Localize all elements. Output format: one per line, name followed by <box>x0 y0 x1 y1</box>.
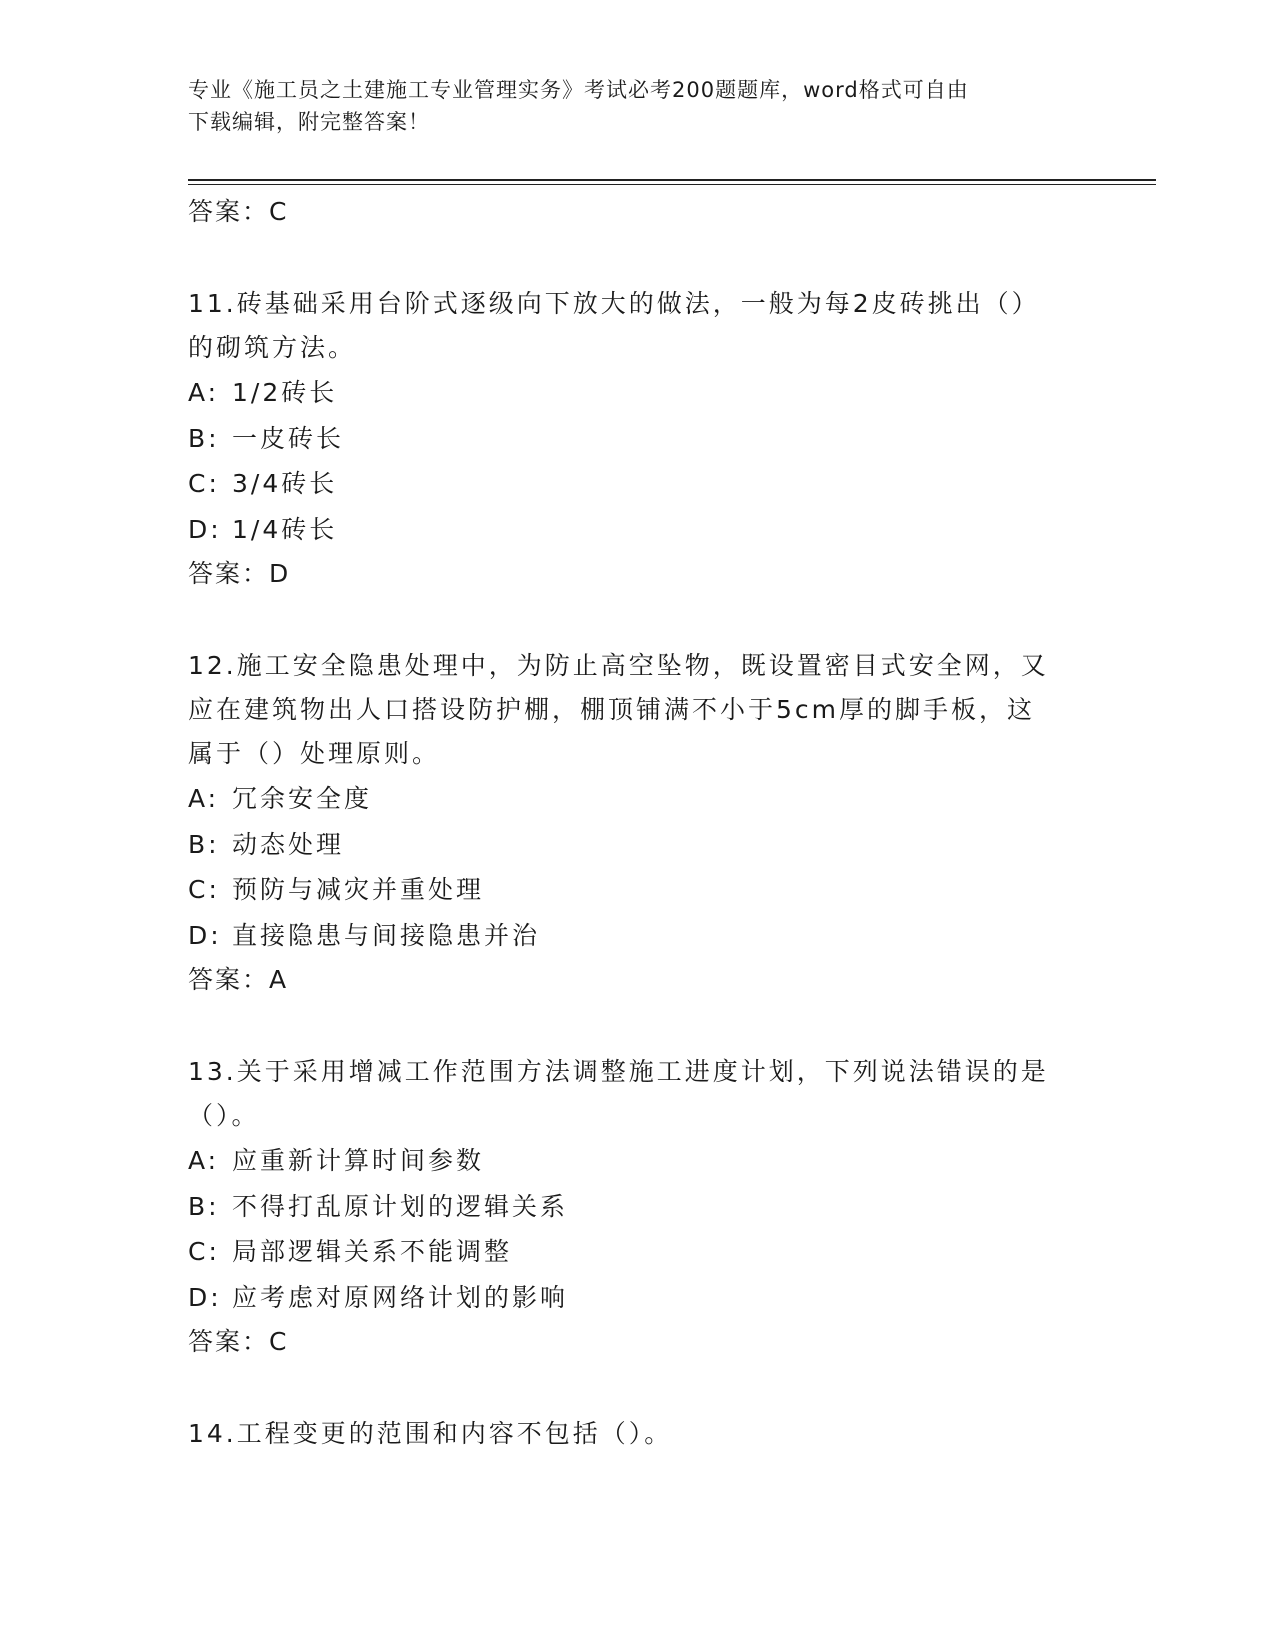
option-text: 预防与减灾并重处理 <box>232 875 485 904</box>
option-key: D: <box>188 514 222 544</box>
option-a <box>188 1138 1088 1184</box>
option-text: 1/4砖长 <box>232 514 338 544</box>
option-b <box>188 822 1088 868</box>
option-text: 冗余安全度 <box>232 784 373 813</box>
stem-line: 11.砖基础采用台阶式逐级向下放大的做法，一般为每2皮砖挑出（） <box>188 289 1040 318</box>
question-13 <box>188 1050 1088 1364</box>
stem-line: （）。 <box>188 1101 260 1130</box>
option-b <box>188 1184 1088 1230</box>
question-stem <box>188 1412 1088 1456</box>
option-d <box>188 507 1088 553</box>
option-key: A: <box>188 1146 220 1175</box>
option-c <box>188 1229 1088 1275</box>
question-14 <box>188 1412 1088 1456</box>
option-text: 应考虑对原网络计划的影响 <box>232 1282 569 1312</box>
stem-line: 13.关于采用增减工作范围方法调整施工进度计划，下列说法错误的是 <box>188 1057 1049 1086</box>
option-text: 1/2砖长 <box>232 378 338 407</box>
option-a <box>188 370 1088 416</box>
header-line-2: 下载编辑，附完整答案！ <box>188 110 430 134</box>
option-text: 直接隐患与间接隐患并治 <box>232 920 541 950</box>
answer: 答案：D <box>188 559 291 588</box>
stem-line: 属于（）处理原则。 <box>188 739 441 768</box>
answer: 答案：C <box>188 1327 289 1356</box>
option-text: 应重新计算时间参数 <box>232 1146 485 1175</box>
question-stem <box>188 644 1088 776</box>
option-key: A: <box>188 784 220 813</box>
option-b <box>188 416 1088 462</box>
option-d <box>188 1275 1088 1321</box>
document-header <box>188 74 1088 138</box>
header-line-1: 专业《施工员之土建施工专业管理实务》考试必考200题题库，word格式可自由 <box>188 78 969 102</box>
question-stem <box>188 1050 1088 1138</box>
option-text: 3/4砖长 <box>232 469 338 498</box>
option-d <box>188 913 1088 959</box>
option-a <box>188 776 1088 822</box>
stem-line: 14.工程变更的范围和内容不包括（）。 <box>188 1419 673 1448</box>
option-text: 不得打乱原计划的逻辑关系 <box>232 1191 569 1221</box>
stem-line: 应在建筑物出人口搭设防护棚，棚顶铺满不小于5cm厚的脚手板，这 <box>188 695 1036 724</box>
option-key: D: <box>188 920 222 950</box>
question-list <box>188 190 1088 1456</box>
question-stem <box>188 282 1088 370</box>
stem-line: 12.施工安全隐患处理中，为防止高空坠物，既设置密目式安全网，又 <box>188 651 1049 680</box>
option-c <box>188 461 1088 507</box>
option-key: C: <box>188 469 220 498</box>
option-key: B: <box>188 423 220 453</box>
option-key: A: <box>188 378 220 407</box>
option-text: 局部逻辑关系不能调整 <box>232 1237 513 1266</box>
option-key: D: <box>188 1282 222 1312</box>
header-divider <box>188 179 1156 185</box>
option-key: C: <box>188 875 220 904</box>
answer-previous: 答案：C <box>188 197 289 226</box>
option-key: B: <box>188 1191 220 1221</box>
option-text: 一皮砖长 <box>232 423 345 453</box>
option-key: B: <box>188 829 220 859</box>
answer: 答案：A <box>188 965 289 994</box>
option-text: 动态处理 <box>232 829 345 859</box>
question-11 <box>188 282 1088 596</box>
option-c <box>188 867 1088 913</box>
question-12 <box>188 644 1088 1002</box>
stem-line: 的砌筑方法。 <box>188 333 357 362</box>
option-key: C: <box>188 1237 220 1266</box>
